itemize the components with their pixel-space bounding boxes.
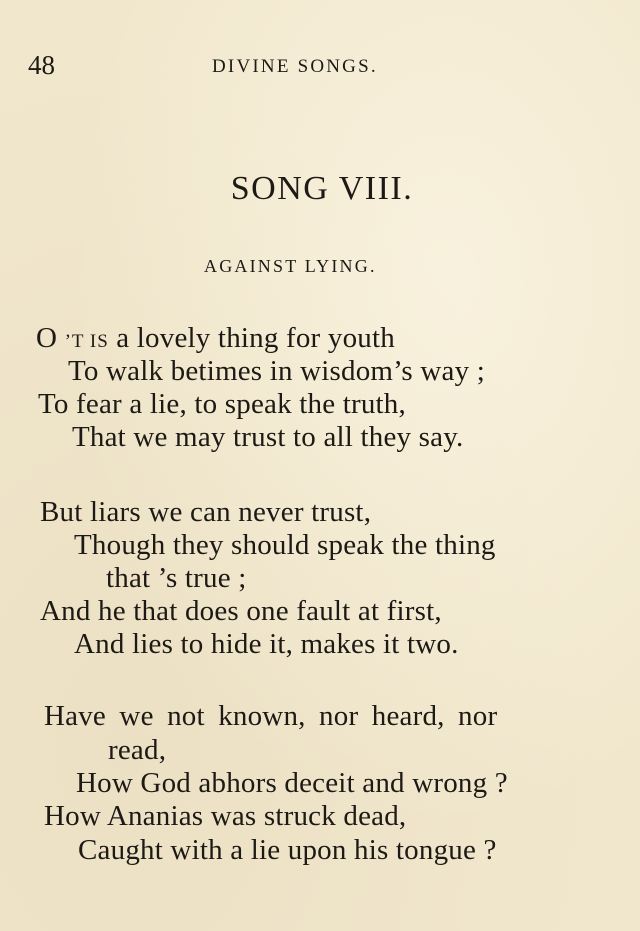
verse-text: O	[36, 322, 65, 354]
stanza-3-line-3: How God abhors deceit and wrong ?	[76, 767, 508, 799]
song-subtitle: AGAINST LYING.	[204, 256, 377, 276]
stanza-2-line-3: that ’s true ;	[106, 562, 247, 594]
stanza-1-line-2: To walk betimes in wisdom’s way ;	[68, 355, 485, 387]
stanza-2-line-2: Though they should speak the thing	[74, 529, 496, 561]
stanza-3-line-4: How Ananias was struck dead,	[44, 800, 407, 832]
page-number: 48	[28, 50, 55, 80]
stanza-3-line-2: read,	[108, 734, 167, 766]
song-title: SONG VIII.	[230, 170, 414, 207]
page-header	[0, 50, 640, 84]
stanza-2-line-1: But liars we can never trust,	[40, 496, 372, 528]
stanza-1-line-1	[36, 322, 395, 355]
stanza-3-line-5: Caught with a lie upon his tongue ?	[78, 834, 497, 866]
stanza-3-line-1: Have we not known, nor heard, nor	[44, 700, 498, 732]
stanza-2-line-5: And lies to hide it, makes it two.	[74, 628, 459, 660]
stanza-1-line-3: To fear a lie, to speak the truth,	[38, 388, 406, 420]
running-title: DIVINE SONGS.	[212, 56, 378, 77]
stanza-1-line-4: That we may trust to all they say.	[72, 421, 464, 453]
verse-smallcaps: ’T IS	[64, 331, 109, 352]
stanza-2-line-4: And he that does one fault at first,	[40, 595, 442, 627]
verse-text: a lovely thing for youth	[108, 322, 395, 354]
